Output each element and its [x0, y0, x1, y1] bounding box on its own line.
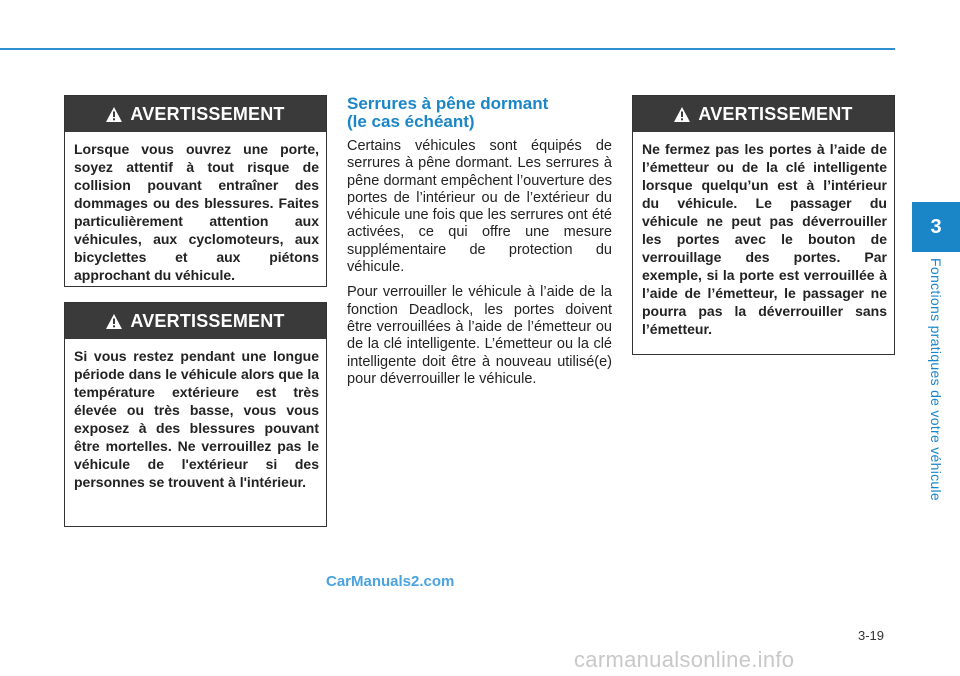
- warning-header: [65, 303, 326, 339]
- section-title: [347, 95, 617, 131]
- warning-box-passenger-lock: [632, 95, 895, 355]
- warning-header: [65, 96, 326, 132]
- section-body: [347, 138, 612, 396]
- warning-triangle-icon: [674, 107, 690, 122]
- watermark-link[interactable]: CarManuals2.com: [326, 573, 455, 590]
- warning-box-temperature: [64, 302, 327, 527]
- chapter-number: 3: [930, 215, 942, 238]
- page-number: 3-19: [858, 628, 885, 643]
- section-paragraph: Certains véhicules sont équipés de serrures à pêne dormant. Les serrures à pêne dormant empêchent l’ouverture des portes de l’intérieur ou de l’extérieur du véhicule une fois que les serrures ont été activées, ce qui offre une mesure supplémentaire de protection du véhicule.: [347, 138, 612, 276]
- warning-heading: AVERTISSEMENT: [698, 103, 853, 124]
- warning-heading: AVERTISSEMENT: [130, 310, 285, 331]
- footer-watermark: carmanualsonline.info: [574, 647, 795, 672]
- section-title-line-2: (le cas échéant): [347, 112, 475, 131]
- warning-box-collision: [64, 95, 327, 287]
- chapter-number-tab: [912, 202, 960, 252]
- section-paragraph: Pour verrouiller le véhicule à l’aide de la fonction Deadlock, les portes doivent être verrouillées à l’aide de l’émetteur ou de la clé intelligente. L’émetteur ou la clé intelligente doit être à nouveau utilisé(e) pour déverrouiller le véhicule.: [347, 284, 612, 387]
- warning-text: Si vous restez pendant une longue période dans le véhicule alors que la température extérieure est très élevée ou très basse, vous vous exposez à des blessures pouvant être mortelles. Ne verrouillez pas le véhicule de l'extérieur si des personnes se trouvent à l'intérieur.: [74, 348, 319, 490]
- warning-heading: AVERTISSEMENT: [130, 103, 285, 124]
- warning-triangle-icon: [106, 107, 122, 122]
- warning-text: Lorsque vous ouvrez une porte, soyez attentif à tout risque de collision pouvant entraîner des dommages ou des blessures. Faites particulièrement attention aux véhicules, aux cyclomoteurs, aux bicyclettes et aux piétons approchant du véhicule.: [74, 141, 319, 283]
- section-title-line-1: Serrures à pêne dormant: [347, 94, 549, 113]
- chapter-title: Fonctions pratiques de votre véhicule: [928, 258, 944, 502]
- warning-header: [633, 96, 894, 132]
- top-rule: [0, 48, 895, 50]
- warning-triangle-icon: [106, 314, 122, 329]
- warning-text: Ne fermez pas les portes à l’aide de l’émetteur ou de la clé intelligente lorsque quelqu’un est à l’intérieur du véhicule. Le passager du véhicule ne peut pas déverrouiller les portes avec le bouton de verrouillage des portes. Par exemple, si la porte est verrouillée à l’aide de l’émetteur, le passager ne pourra pas la déverrouiller sans l’émetteur.: [642, 141, 887, 337]
